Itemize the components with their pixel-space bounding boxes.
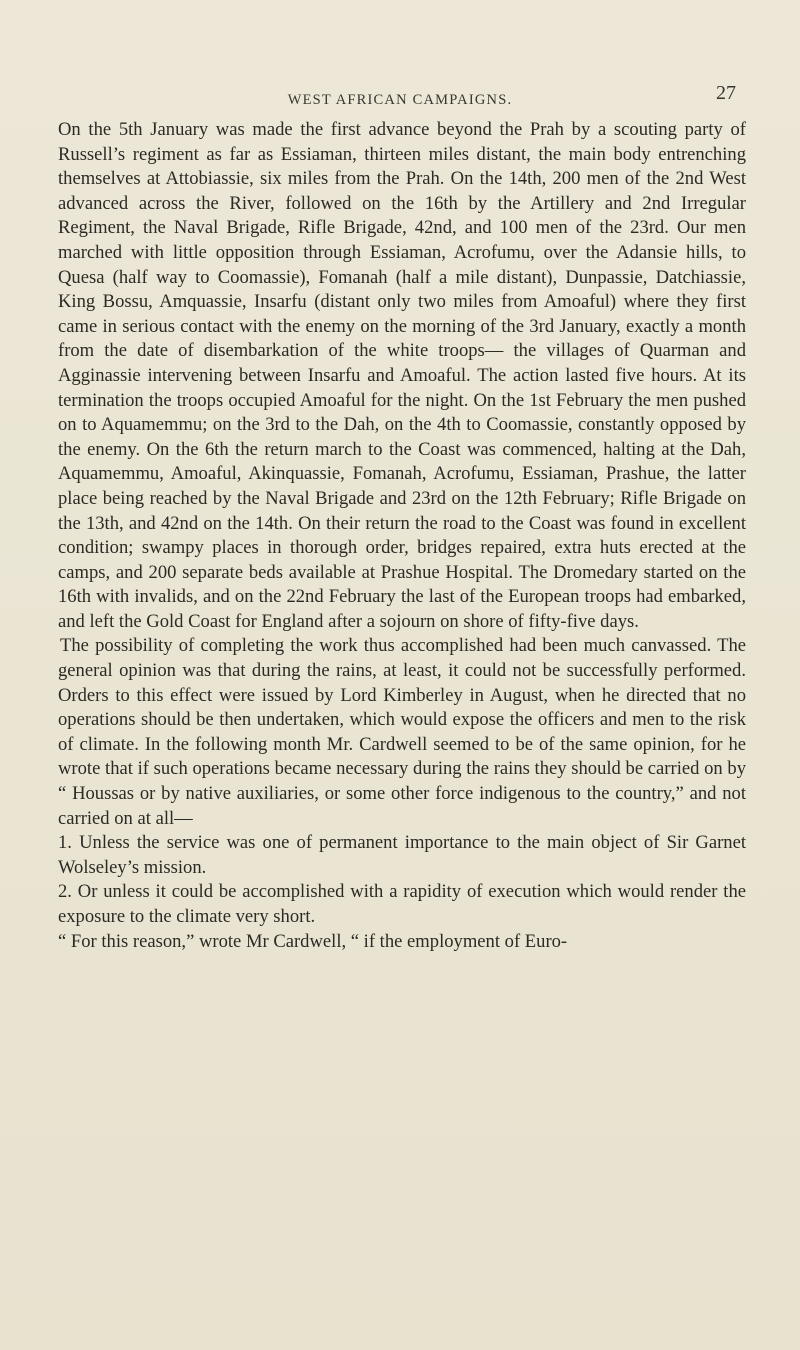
paragraph: “ For this reason,” wrote Mr Cardwell, “ if the employment of Euro-	[58, 930, 568, 952]
page-header	[60, 82, 740, 116]
list-item: 1. Unless the service was one of permanent importance to the main object of Sir Garnet Wolseley’s mission.	[58, 832, 746, 878]
list-item: 2. Or unless it could be accomplished with a rapidity of execution which would render the exposure to the climate very short.	[58, 881, 746, 927]
paragraph: The possibility of completing the work thus accomplished had been much canvassed. The general opinion was that during the rains, at least, it could not be successfully performed. Orders to this effect were issued by Lord Kimberley in August, when he directed that no operations should be then undertaken, which would expose the officers and men to the risk of climate. In the following month Mr. Cardwell seemed to be of the same opinion, for he wrote that if such operations became necessary during the rains they should be carried on by “ Houssas or by native auxiliaries, or some other force indigenous to the country,” and not carried on at all—	[58, 635, 746, 829]
paragraph: On the 5th January was made the first advance beyond the Prah by a scouting party of Russell’s regiment as far as Essiaman, thirteen miles distant, the main body entrenching themselves at Attobiassie, six miles from the Prah. On the 14th, 200 men of the 2nd West advanced across the River, followed on the 16th by the Artillery and 2nd Irregular Regiment, the Naval Brigade, Rifle Brigade, 42nd, and 100 men of the 23rd. Our men marched with little opposition through Essiaman, Acrofumu, over the Adansie hills, to Quesa (half way to Coomassie), Fomanah (half a mile distant), Dunpassie, Datchiassie, King Bossu, Amquassie, Insarfu (distant only two miles from Amoaful) where they first came in serious contact with the enemy on the morning of the 3rd January, exactly a month from the date of disembarkation of the white troops— the villages of Quarman and Agginassie intervening between Insarfu and Amoaful. The action lasted five hours. At its termination the troops occupied Amoaful for the night. On the 1st February the men pushed on to Aquamemmu; on the 3rd to the Dah, on the 4th to Coomassie, constantly opposed by the enemy. On the 6th the return march to the Coast was commenced, halting at the Dah, Aquamemmu, Amoaful, Akinquassie, Fomanah, Acrofumu, Essiaman, Prashue, the latter place being reached by the Naval Brigade and 23rd on the 12th February; Rifle Brigade on the 13th, and 42nd on the 14th. On their return the road to the Coast was found in excellent condition; swampy places in thorough order, bridges repaired, extra huts erected at the camps, and 200 separate beds available at Prashue Hospital. The Dromedary started on the 16th with invalids, and on the 22nd February the last of the European troops had embarked, and left the Gold Coast for England after a sojourn on shore of fifty-five days.	[58, 119, 746, 632]
page-number: 27	[716, 82, 736, 104]
body-text	[58, 118, 746, 954]
running-head: WEST AFRICAN CAMPAIGNS.	[287, 92, 513, 108]
